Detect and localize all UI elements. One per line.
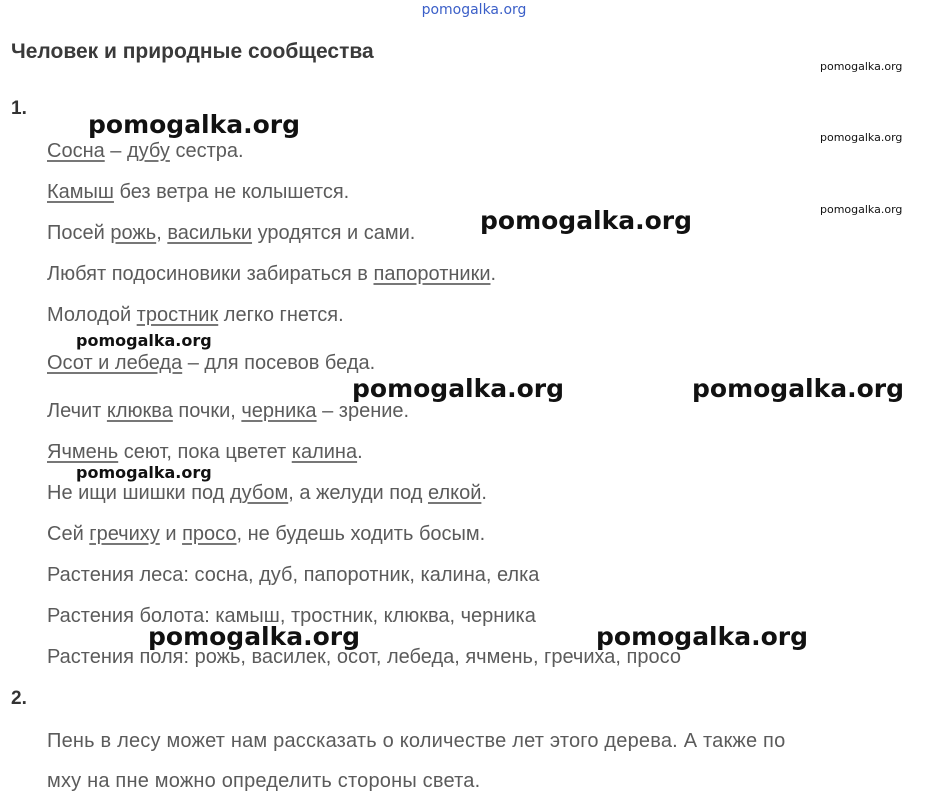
underlined-plant-word: дубом <box>229 482 289 504</box>
line-text: . <box>481 482 487 504</box>
task-2-paragraph-line-1: Пень в лесу может нам рассказать о количестве лет этого дерева. А также по <box>47 730 786 752</box>
proverb-line <box>47 140 244 163</box>
watermark-large: pomogalka.org <box>352 374 565 403</box>
line-text: , не будешь ходить босым. <box>236 523 486 545</box>
line-text: – зрение. <box>316 400 410 422</box>
underlined-plant-word: Камыш <box>47 181 114 203</box>
proverb-line <box>47 441 363 464</box>
task-2-number: 2. <box>11 688 27 709</box>
page-title: Человек и природные сообщества <box>11 40 374 63</box>
proverb-line <box>47 263 496 286</box>
line-text: Растения поля: рожь, василек, осот, лебеда, ячмень, гречиха, просо <box>47 646 681 668</box>
watermark-large: pomogalka.org <box>480 206 693 235</box>
watermark-medium: pomogalka.org <box>76 463 212 482</box>
line-text: Растения леса: сосна, дуб, папоротник, калина, елка <box>47 564 540 586</box>
watermark-large: pomogalka.org <box>596 622 809 651</box>
line-text: Любят подосиновики забираться в <box>47 263 374 285</box>
underlined-plant-word: дубу <box>126 140 170 162</box>
proverb-line <box>47 400 409 423</box>
watermark-small: pomogalka.org <box>820 131 903 144</box>
watermark-large: pomogalka.org <box>692 374 905 403</box>
line-text: , а желуди под <box>288 482 428 504</box>
underlined-plant-word: елкой <box>427 482 482 504</box>
underlined-plant-word: черника <box>241 400 317 422</box>
underlined-plant-word: тростник <box>136 304 219 326</box>
line-text: – для посевов беда. <box>182 352 376 374</box>
underlined-plant-word: гречиху <box>89 523 160 545</box>
proverb-line <box>47 482 487 505</box>
line-text: . <box>357 441 363 463</box>
underlined-plant-word: Ячмень <box>47 441 119 463</box>
watermark-small: pomogalka.org <box>820 60 903 73</box>
line-text: почки, <box>172 400 242 422</box>
proverb-line <box>47 564 539 587</box>
underlined-plant-word: Сосна <box>47 140 105 162</box>
line-text: Молодой <box>47 304 137 326</box>
underlined-plant-word: Осот и лебеда <box>47 352 183 374</box>
line-text: Сей <box>47 523 90 545</box>
proverb-line <box>47 222 415 245</box>
watermark-large: pomogalka.org <box>88 110 301 139</box>
line-text: Лечит <box>47 400 107 422</box>
underlined-plant-word: васильки <box>167 222 253 244</box>
proverb-line <box>47 352 375 375</box>
proverb-line <box>47 646 681 669</box>
watermark-medium: pomogalka.org <box>76 331 212 350</box>
proverb-line <box>47 523 485 546</box>
header-watermark: pomogalka.org <box>421 2 527 18</box>
line-text: и <box>159 523 183 545</box>
line-text: без ветра не колышется. <box>113 181 350 203</box>
underlined-plant-word: рожь <box>110 222 157 244</box>
line-text: сеют, пока цветет <box>118 441 292 463</box>
task-2-paragraph-line-2: мху на пне можно определить стороны света. <box>47 770 481 792</box>
line-text: сестра. <box>169 140 244 162</box>
line-text: Посей <box>47 222 111 244</box>
underlined-plant-word: просо <box>182 523 237 545</box>
line-text: Не ищи шишки под <box>47 482 230 504</box>
line-text: Растения болота: камыш, тростник, клюква, черника <box>47 605 536 627</box>
line-text: – <box>104 140 127 162</box>
underlined-plant-word: папоротники <box>373 263 491 285</box>
proverb-line <box>47 304 344 327</box>
underlined-plant-word: клюква <box>106 400 173 422</box>
task-1-number: 1. <box>11 98 27 119</box>
line-text: . <box>490 263 497 285</box>
line-text: уродятся и сами. <box>252 222 416 244</box>
line-text: , <box>156 222 168 244</box>
line-text: легко гнется. <box>218 304 344 326</box>
watermark-large: pomogalka.org <box>148 622 361 651</box>
watermark-small: pomogalka.org <box>820 203 903 216</box>
underlined-plant-word: калина <box>291 441 358 463</box>
proverb-line <box>47 181 349 204</box>
